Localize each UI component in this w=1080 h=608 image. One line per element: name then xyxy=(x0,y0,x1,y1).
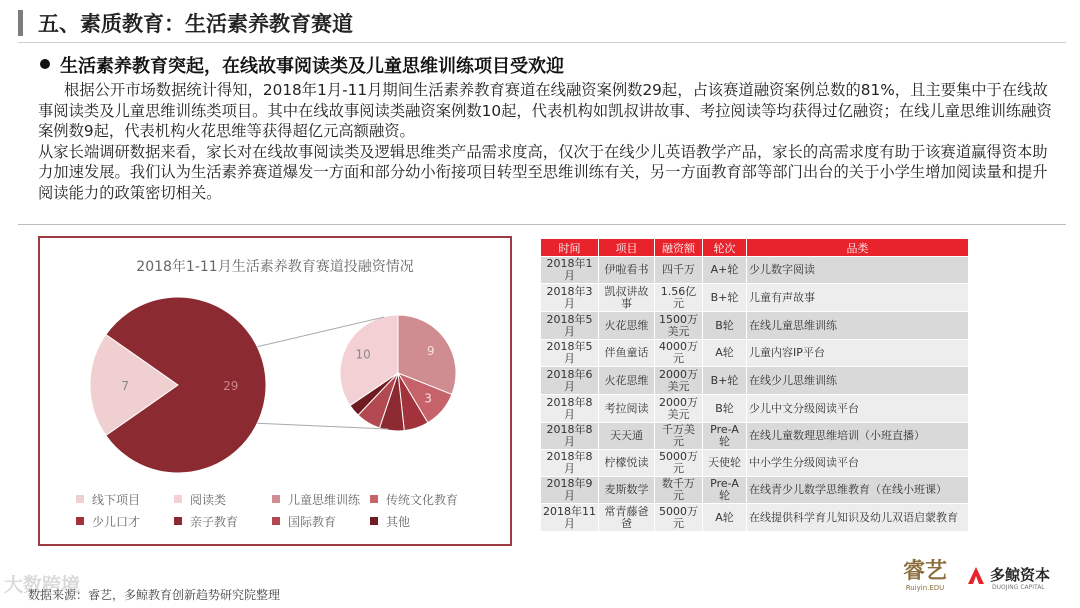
table-cell: 2018年3月 xyxy=(541,284,599,312)
detail-label-culture: 3 xyxy=(424,391,432,406)
table-header-row xyxy=(541,239,969,257)
table-cell: 儿童有声故事 xyxy=(747,284,969,312)
table-row xyxy=(541,367,969,395)
table-row xyxy=(541,340,969,367)
ruiyi-logo-text: 睿艺 xyxy=(902,558,947,584)
chart-legend xyxy=(76,488,496,532)
page-title: 五、素质教育：生活素养教育赛道 xyxy=(38,12,353,36)
table-cell: 麦斯数学 xyxy=(599,477,655,504)
table-cell: 常青藤爸爸 xyxy=(599,504,655,532)
legend-label: 传统文化教育 xyxy=(386,492,459,507)
table-cell: 2018年8月 xyxy=(541,395,599,423)
table-cell: 考拉阅读 xyxy=(599,395,655,423)
connector-line-bottom xyxy=(257,423,388,429)
table-cell: 儿童内容IP平台 xyxy=(747,340,969,367)
table-cell: 在线青少儿数学思维教育（在线小班课） xyxy=(747,477,969,504)
legend-swatch xyxy=(76,517,84,525)
table-cell: 在线提供科学育儿知识及幼儿双语启蒙教育 xyxy=(747,504,969,532)
table-row xyxy=(541,395,969,423)
legend-label: 阅读类 xyxy=(190,492,227,507)
table-cell: A轮 xyxy=(703,504,747,532)
table-cell: 2018年8月 xyxy=(541,423,599,450)
title-accent-bar xyxy=(18,10,23,36)
bullet-dot-icon xyxy=(40,59,50,69)
duojing-logo-icon xyxy=(964,564,988,588)
table-cell: B轮 xyxy=(703,395,747,423)
legend-item xyxy=(76,491,174,508)
detail-label-reading: 10 xyxy=(355,347,371,362)
table-row xyxy=(541,284,969,312)
legend-swatch xyxy=(370,495,378,503)
table-cell: 4000万元 xyxy=(655,340,703,367)
table-cell: 在线儿童数理思维培训（小班直播） xyxy=(747,423,969,450)
table-cell: A+轮 xyxy=(703,257,747,284)
table-cell: 火花思维 xyxy=(599,312,655,340)
table-header-cell: 品类 xyxy=(747,239,969,257)
table-cell: 四千万 xyxy=(655,257,703,284)
ruiyi-logo-sub: Ruiyin.EDU xyxy=(905,584,945,592)
legend-row xyxy=(76,510,496,532)
table-header-cell: 融资额 xyxy=(655,239,703,257)
table-cell: 在线少儿思维训练 xyxy=(747,367,969,395)
table-cell: 2018年5月 xyxy=(541,340,599,367)
table-cell: Pre-A轮 xyxy=(703,477,747,504)
financing-table-panel xyxy=(540,238,968,532)
table-cell: B+轮 xyxy=(703,367,747,395)
legend-label: 少儿口才 xyxy=(92,514,141,529)
legend-item xyxy=(76,513,174,530)
pie-chart-panel xyxy=(38,236,512,546)
legend-item xyxy=(174,513,272,530)
legend-item xyxy=(174,491,272,508)
table-header-cell: 轮次 xyxy=(703,239,747,257)
table-cell: B+轮 xyxy=(703,284,747,312)
table-header-cell: 时间 xyxy=(541,239,599,257)
table-cell: B轮 xyxy=(703,312,747,340)
table-cell: 天使轮 xyxy=(703,450,747,477)
table-row xyxy=(541,504,969,532)
legend-swatch xyxy=(272,495,280,503)
body-text xyxy=(38,80,1062,203)
duojing-logo-text: 多鲸资本 xyxy=(990,566,1051,584)
table-row xyxy=(541,450,969,477)
table-row xyxy=(541,257,969,284)
duojing-logo xyxy=(964,562,1074,598)
ruiyi-logo xyxy=(898,558,952,600)
legend-swatch xyxy=(370,517,378,525)
table-cell: 5000万元 xyxy=(655,450,703,477)
chart-title: 2018年1-11月生活素养教育赛道投融资情况 xyxy=(136,259,414,275)
table-cell: 伊啦看书 xyxy=(599,257,655,284)
legend-label: 其他 xyxy=(386,514,411,529)
legend-label: 儿童思维训练 xyxy=(288,492,361,507)
watermark: 大数跨境 xyxy=(4,574,81,596)
table-cell: 2018年8月 xyxy=(541,450,599,477)
legend-item xyxy=(370,491,468,508)
table-cell: 数千万元 xyxy=(655,477,703,504)
legend-swatch xyxy=(174,495,182,503)
table-cell: A轮 xyxy=(703,340,747,367)
financing-table xyxy=(540,238,969,532)
table-body xyxy=(541,257,969,532)
table-row xyxy=(541,312,969,340)
table-cell: 2018年5月 xyxy=(541,312,599,340)
data-source: 数据来源：睿艺，多鲸教育创新趋势研究院整理 xyxy=(28,588,281,602)
table-header-cell: 项目 xyxy=(599,239,655,257)
duojing-logo-sub: DUOJING CAPITAL xyxy=(992,584,1045,591)
table-cell: 柠檬悦读 xyxy=(599,450,655,477)
table-cell: 火花思维 xyxy=(599,367,655,395)
table-row xyxy=(541,477,969,504)
table-cell: 天天通 xyxy=(599,423,655,450)
title-divider xyxy=(18,42,1066,43)
table-cell: 5000万元 xyxy=(655,504,703,532)
legend-swatch xyxy=(174,517,182,525)
section-heading xyxy=(40,52,564,78)
table-cell: 2018年1月 xyxy=(541,257,599,284)
legend-label: 国际教育 xyxy=(288,514,337,529)
table-cell: 在线儿童思维训练 xyxy=(747,312,969,340)
table-cell: 2018年9月 xyxy=(541,477,599,504)
table-cell: 中小学生分级阅读平台 xyxy=(747,450,969,477)
table-row xyxy=(541,423,969,450)
legend-swatch xyxy=(76,495,84,503)
legend-item xyxy=(370,513,468,530)
pie-label-online: 29 xyxy=(223,379,239,393)
legend-row xyxy=(76,488,496,510)
table-cell: 1.56亿元 xyxy=(655,284,703,312)
table-cell: 2000万美元 xyxy=(655,395,703,423)
paragraph-1: 根据公开市场数据统计得知，2018年1月-11月期间生活素养教育赛道在线融资案例数29起，占该赛道融资案例总数的81%，且主要集中于在线故事阅读类及儿童思维训练类项目。其中在线故事阅读类融资案例数10起，代表机构如凯叔讲故事、考拉阅读等均获得过亿融资；在线儿童思维训练融资案例数9起，代表机构火花思维等获得超亿元高额融资。 xyxy=(38,81,1052,140)
content-divider xyxy=(18,224,1066,225)
table-cell: 凯叔讲故事 xyxy=(599,284,655,312)
detail-label-thinking: 9 xyxy=(426,343,435,358)
table-cell: 伴鱼童话 xyxy=(599,340,655,367)
table-cell: 少儿中文分级阅读平台 xyxy=(747,395,969,423)
legend-item xyxy=(272,491,370,508)
legend-label: 线下项目 xyxy=(92,492,141,507)
table-cell: 千万美元 xyxy=(655,423,703,450)
pie-label-offline: 7 xyxy=(121,379,130,393)
table-cell: Pre-A轮 xyxy=(703,423,747,450)
legend-swatch xyxy=(272,517,280,525)
paragraph-2: 从家长端调研数据来看，家长对在线故事阅读类及逻辑思维类产品需求度高，仅次于在线少儿英语教学产品，家长的高需求度有助于该赛道赢得资本助力加速发展。我们认为生活素养赛道爆发一方面和部分幼小衔接项目转型至思维训练有关，另一方面教育部等部门出台的关于小学生增加阅读量和提升阅读能力的政策密切相关。 xyxy=(38,142,1048,202)
table-cell: 少儿数字阅读 xyxy=(747,257,969,284)
legend-item xyxy=(272,513,370,530)
table-cell: 2018年6月 xyxy=(541,367,599,395)
table-cell: 2018年11月 xyxy=(541,504,599,532)
table-cell: 2000万美元 xyxy=(655,367,703,395)
section-heading-text: 生活素养教育突起，在线故事阅读类及儿童思维训练项目受欢迎 xyxy=(60,56,564,77)
table-cell: 1500万美元 xyxy=(655,312,703,340)
legend-label: 亲子教育 xyxy=(190,514,239,529)
